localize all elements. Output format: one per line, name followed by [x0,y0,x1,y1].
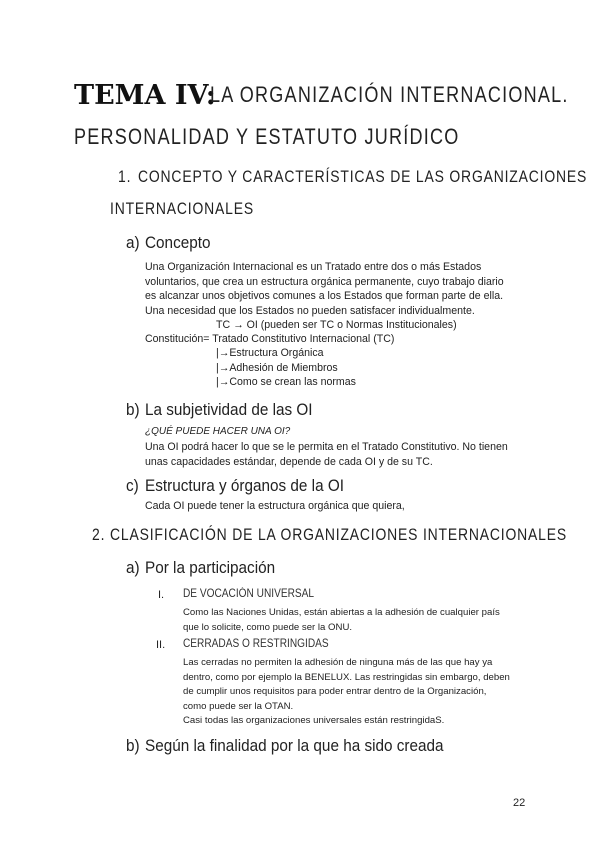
item-I-numeral: I. [158,589,165,601]
subsection-2b-label: b) [126,736,140,755]
subsection-1b-label: b) [126,400,140,419]
item-II-heading: CERRADAS O RESTRINGIDAS [183,638,329,650]
paragraph-line: Una Organización Internacional es un Tratado entre dos o más Estados [145,261,482,273]
section1-heading-line2: INTERNACIONALES [110,199,254,218]
paragraph-line: como puede ser la OTAN. [183,700,294,712]
paragraph-line: Una OI podrá hacer lo que se le permita en el Tratado Constitutivo. No tienen [145,441,508,453]
tree-item: |→Estructura Orgánica [216,347,324,359]
paragraph-line: Las cerradas no permiten la adhesión de ninguna más de las que hay ya [183,657,493,668]
paragraph-line: Casi todas las organizaciones universales están restringidaS. [183,715,445,727]
item-I-heading: DE VOCACIÓN UNIVERSAL [183,588,315,600]
paragraph-line: dentro, como por ejemplo la BENELUX. Las restringidas sin embargo, deben [183,671,510,683]
title-line1: LA ORGANIZACIÓN INTERNACIONAL. [210,82,569,107]
paragraph-line: de cumplir unos requisitos para poder entrar dentro de la Organización, [183,686,487,698]
paragraph-line: voluntarios, que crea un estructura orgánica permanente, cuyo trabajo diario [145,275,504,288]
tree-item: |→Adhesión de Miembros [216,361,338,374]
paragraph-line: Una necesidad que los Estados no pueden satisfacer individualmente. [145,304,475,317]
item-II-paragraph [183,656,510,729]
subjetividad-paragraph [145,440,508,469]
subsection-2a-label: a) [126,558,140,577]
item-II-numeral: II. [156,639,166,651]
page-number: 22 [513,797,526,809]
constitucion-line: Constitución= Tratado Constitutivo Internacional (TC) [145,333,395,345]
paragraph-line: que lo solicite, como puede ser la ONU. [183,621,353,633]
concepto-paragraph [145,260,504,318]
subsection-1c-title: Estructura y órganos de la OI [145,476,344,495]
item-I-paragraph [183,606,500,635]
subjetividad-question: ¿QUÉ PUEDE HACER UNA OI? [145,426,291,437]
section1-number: 1. [118,167,132,186]
tc-arrow-line: TC → OI (pueden ser TC o Normas Institucionales) [216,319,457,331]
subsection-1a-label: a) [126,233,140,252]
subsection-2b-title: Según la finalidad por la que ha sido creada [145,736,444,755]
subsection-2a-title: Por la participación [145,558,276,577]
tree-item: |→Como se crean las normas [216,376,356,389]
structure-tree [216,346,356,390]
section2-number: 2. [92,525,106,544]
section1-heading-line1: CONCEPTO Y CARACTERÍSTICAS DE LAS ORGANIZACIONES [138,167,588,186]
paragraph-line: Como las Naciones Unidas, están abiertas a la adhesión de cualquier país [183,607,500,618]
title-line2: PERSONALIDAD Y ESTATUTO JURÍDICO [74,124,460,149]
subsection-1b-title: La subjetividad de las OI [145,400,313,419]
paragraph-line: es alcanzar unos objetivos comunes a los Estados que forman parte de ella. [145,290,504,303]
title-bold-prefix: TEMA IV: [74,80,216,111]
estructura-paragraph: Cada OI puede tener la estructura orgánica que quiera, [145,500,405,512]
subsection-1c-label: c) [126,476,139,495]
section2-heading: CLASIFICACIÓN DE LA ORGANIZACIONES INTERNACIONALES [110,525,567,544]
paragraph-line: unas capacidades estándar, depende de cada OI y de su TC. [145,455,433,468]
subsection-1a-title: Concepto [145,233,211,252]
